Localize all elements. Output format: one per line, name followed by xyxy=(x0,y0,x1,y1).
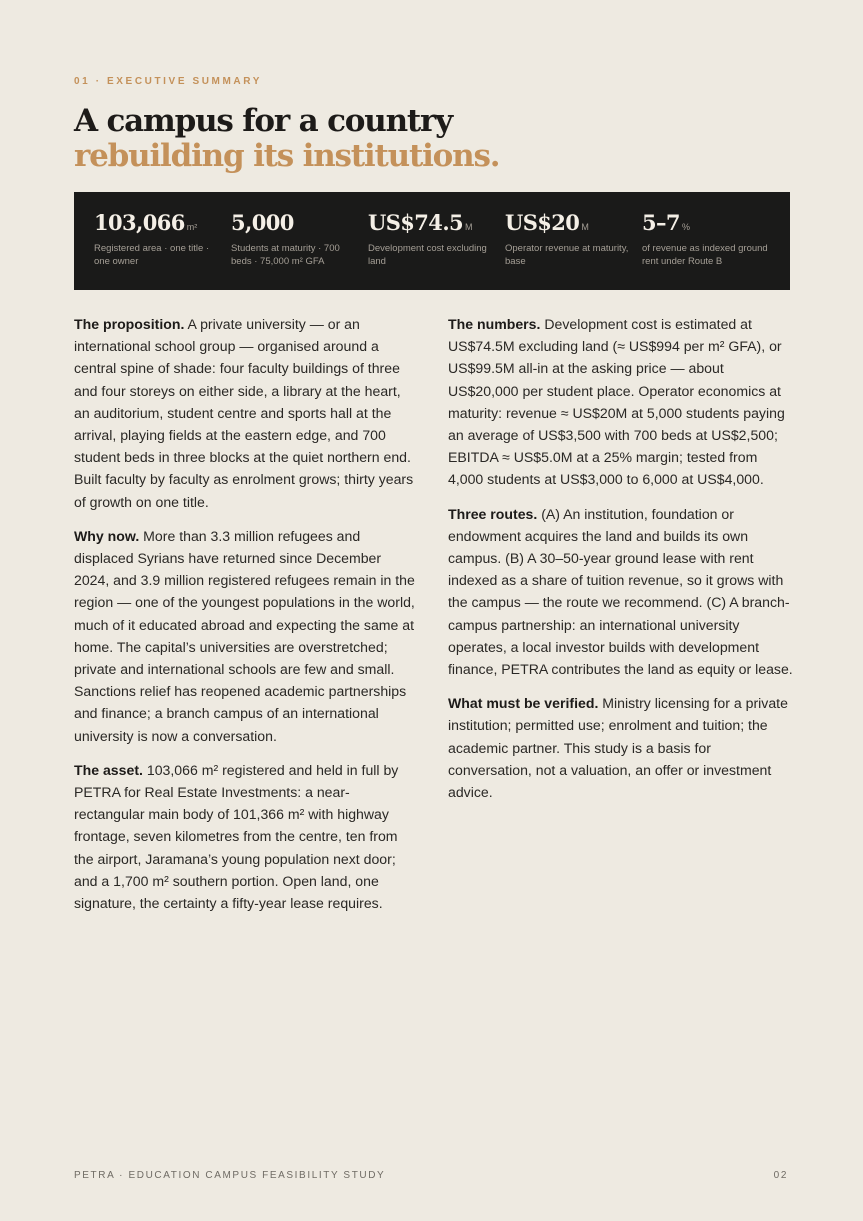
paragraph-heading: The proposition. xyxy=(74,316,185,332)
headline-line-1: A campus for a country xyxy=(74,103,452,139)
paragraph-text: Ministry licensing for a private institution; permitted use; enrolment and tuition; the academic partner. This study is a basis for conversation, not a valuation, an offer or investment advice. xyxy=(448,695,788,801)
stat-registered-area xyxy=(94,210,231,290)
stat-label: Development cost excluding land xyxy=(368,243,487,267)
headline-line-2: rebuilding its institutions. xyxy=(74,138,500,174)
paragraph-heading: What must be verified. xyxy=(448,695,599,712)
stat-label: Registered area · one title · one owner xyxy=(94,243,210,267)
page-number: 02 xyxy=(773,1170,788,1181)
page-title xyxy=(74,104,499,174)
paragraph-heading: The asset. xyxy=(74,761,143,778)
paragraph-heading: Why now. xyxy=(74,527,140,544)
stat-unit: m² xyxy=(186,222,198,232)
key-figures-bar xyxy=(74,192,790,290)
paragraph-text: 103,066 m² registered and held in full by PETRA for Real Estate Investments: a near-rectangular main body of 101,366 m² with highway frontage, seven kilometres from the centre, ten from the airport, Jaramana’s young population next door; and a 1,700 m² southern portion. Open land, one signature, the certainty a fifty-year lease requires. xyxy=(74,761,399,912)
stat-value: US$74.5 xyxy=(368,210,464,235)
stat-label: Students at maturity · 700 beds · 75,000 m² GFA xyxy=(231,243,340,267)
stat-value: 5–7 xyxy=(642,210,680,235)
footer-title: PETRA · EDUCATION CAMPUS FEASIBILITY STUDY xyxy=(74,1170,386,1181)
stat-value: US$20 xyxy=(505,210,580,235)
paragraph-text: (A) An institution, foundation or endowment acquires the land and builds its own campus. (B) A 30–50-year ground lease with rent indexed as a share of tuition revenue, so it grows with the campus — the route we recommend. (C) A branch-campus partnership: an international university operates, a local investor builds with development finance, PETRA contributes the land as equity or lease. xyxy=(448,505,793,678)
paragraph-text: A private university — or an international school group — organised around a central spine of shade: four faculty buildings of three and four storeys on either side, a library at the heart, an auditorium, student centre and sports hall at the arrival, playing fields at the eastern edge, and 700 student beds in three blocks at the quiet northern end. Built faculty by faculty as enrolment grows; thirty years of growth on one title. xyxy=(74,316,414,510)
paragraph-proposition xyxy=(74,313,419,513)
section-label: 01 · EXECUTIVE SUMMARY xyxy=(74,76,262,87)
stat-operator-revenue xyxy=(505,210,642,290)
stat-ground-rent xyxy=(642,210,779,290)
stat-unit: % xyxy=(681,222,690,232)
right-column xyxy=(448,313,793,815)
stat-unit: M xyxy=(465,222,473,232)
stat-value: 103,066 xyxy=(94,210,185,235)
stat-label: of revenue as indexed ground rent under Route B xyxy=(642,243,768,267)
stat-students xyxy=(231,210,368,290)
paragraph-text: More than 3.3 million refugees and displaced Syrians have returned since December 2024, and 3.9 million registered refugees remain in the region — one of the youngest populations in the world, much of it educated abroad and expecting the same at home. The capital’s universities are overstretched; private and international schools are few and small. Sanctions relief has reopened academic partnerships and finance; a branch campus of an international university is now a conversation. xyxy=(74,527,415,744)
paragraph-asset xyxy=(74,759,419,914)
paragraph-routes xyxy=(448,503,793,681)
paragraph-why-now xyxy=(74,525,419,747)
left-column xyxy=(74,313,419,926)
paragraph-heading: Three routes. xyxy=(448,505,538,522)
stat-value: 5,000 xyxy=(231,210,294,235)
paragraph-numbers xyxy=(448,313,793,491)
paragraph-verification xyxy=(448,692,793,803)
stat-development-cost xyxy=(368,210,505,290)
paragraph-heading: The numbers. xyxy=(448,316,541,332)
paragraph-text: Development cost is estimated at US$74.5M excluding land (≈ US$994 per m² GFA), or US$99.5M all-in at the asking price — about US$20,000 per student place. Operator economics at maturity: revenue ≈ US$20M at 5,000 students paying an average of US$3,500 with 700 beds at US$2,500; EBITDA ≈ US$5.0M at a 25% margin; tested from 4,000 students at US$3,000 to 6,000 at US$4,000. xyxy=(448,316,785,488)
stat-label: Operator revenue at maturity, base xyxy=(505,243,629,267)
stat-unit: M xyxy=(581,222,589,232)
